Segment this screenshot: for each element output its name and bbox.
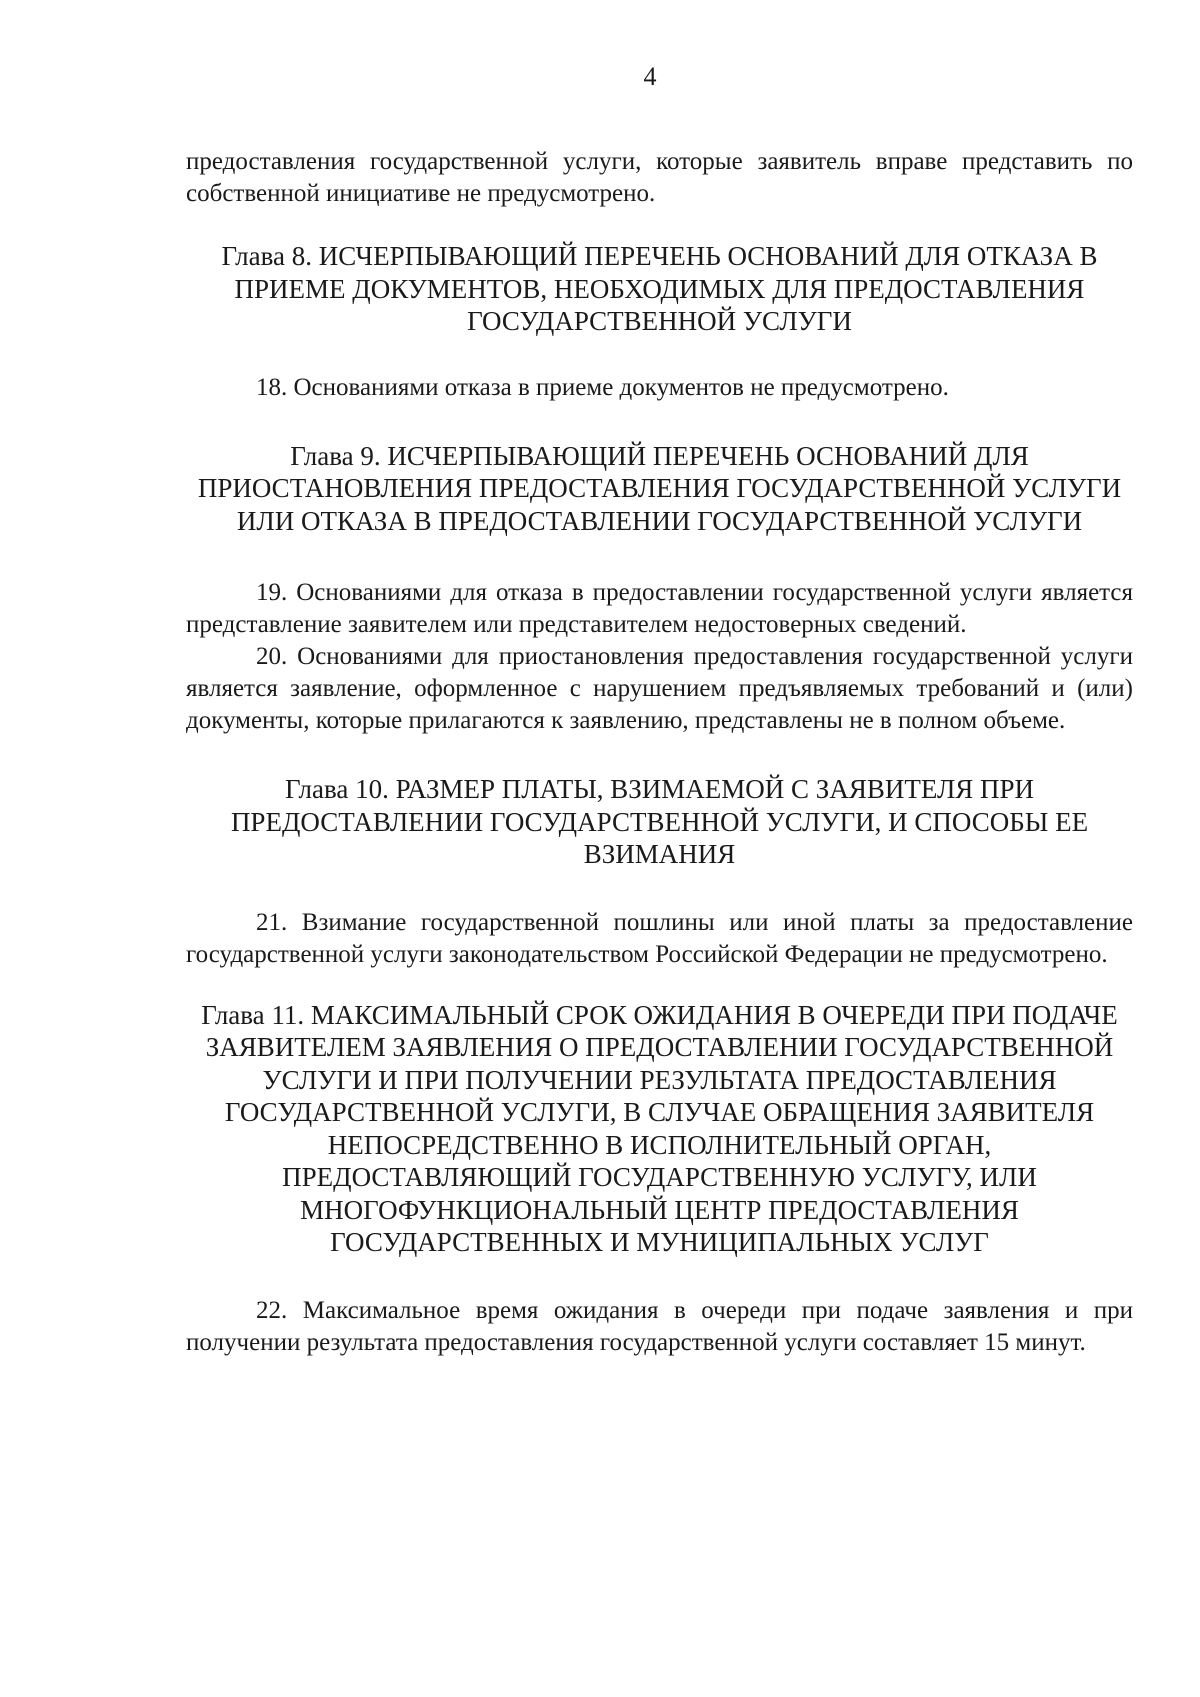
intro-paragraph: предоставления государственной услуги, которые заявитель вправе представить по собственной инициативе не предусмотрено. xyxy=(186,148,1133,207)
chapter-10-heading: Глава 10. РАЗМЕР ПЛАТЫ, ВЗИМАЕМОЙ С ЗАЯВИТЕЛЯ ПРИ ПРЕДОСТАВЛЕНИИ ГОСУДАРСТВЕННОЙ УСЛУГИ, И СПОСОБЫ ЕЕ ВЗИМАНИЯ xyxy=(230,774,1089,869)
paragraph-18: 18. Основаниями отказа в приеме документов не предусмотрено. xyxy=(256,373,949,401)
paragraph-21: 21. Взимание государственной пошлины или иной платы за предоставление государственной услуги законодательством Российской Федерации не предусмотрено. xyxy=(186,908,1133,968)
chapter-9-heading: Глава 9. ИСЧЕРПЫВАЮЩИЙ ПЕРЕЧЕНЬ ОСНОВАНИЙ ДЛЯ ПРИОСТАНОВЛЕНИЯ ПРЕДОСТАВЛЕНИЯ ГОСУДАРСТВЕННОЙ УСЛУГИ ИЛИ ОТКАЗА В ПРЕДОСТАВЛЕНИИ ГОСУДАРСТВЕННОЙ УСЛУГИ xyxy=(197,440,1122,536)
paragraph-19: 19. Основаниями для отказа в предоставлении государственной услуги является представление заявителем или представителем недостоверных сведений. xyxy=(186,579,1133,638)
chapter-8-heading: Глава 8. ИСЧЕРПЫВАЮЩИЙ ПЕРЕЧЕНЬ ОСНОВАНИЙ ДЛЯ ОТКАЗА В ПРИЕМЕ ДОКУМЕНТОВ, НЕОБХОДИМЫХ ДЛЯ ПРЕДОСТАВЛЕНИЯ ГОСУДАРСТВЕННОЙ УСЛУГИ xyxy=(221,241,1098,336)
page-number: 4 xyxy=(643,62,657,91)
document-body xyxy=(186,146,1133,1359)
paragraph-22: 22. Максимальное время ожидания в очереди при подаче заявления и при получении результата предоставления государственной услуги составляет 15 минут. xyxy=(186,1296,1133,1356)
chapter-11-heading: Глава 11. МАКСИМАЛЬНЫЙ СРОК ОЖИДАНИЯ В ОЧЕРЕДИ ПРИ ПОДАЧЕ ЗАЯВИТЕЛЕМ ЗАЯВЛЕНИЯ О ПРЕДОСТАВЛЕНИИ ГОСУДАРСТВЕННОЙ УСЛУГИ И ПРИ ПОЛУЧЕНИИ РЕЗУЛЬТАТА ПРЕДОСТАВЛЕНИЯ ГОСУДАРСТВЕННОЙ УСЛУГИ, В СЛУЧАЕ ОБРАЩЕНИЯ ЗАЯВИТЕЛЯ НЕПОСРЕДСТВЕННО В ИСПОЛНИТЕЛЬНЫЙ ОРГАН, ПРЕДОСТАВЛЯЮЩИЙ ГОСУДАРСТВЕННУЮ УСЛУГУ, ИЛИ МНОГОФУНКЦИОНАЛЬНЫЙ ЦЕНТР ПРЕДОСТАВЛЕНИЯ ГОСУДАРСТВЕННЫХ И МУНИЦИПАЛЬНЫХ УСЛУГ xyxy=(201,999,1118,1257)
paragraph-20: 20. Основаниями для приостановления предоставления государственной услуги является заявление, оформленное с нарушением предъявляемых требований и (или) документы, которые прилагаются к заявлению, представлены не в полном объеме. xyxy=(186,643,1133,734)
